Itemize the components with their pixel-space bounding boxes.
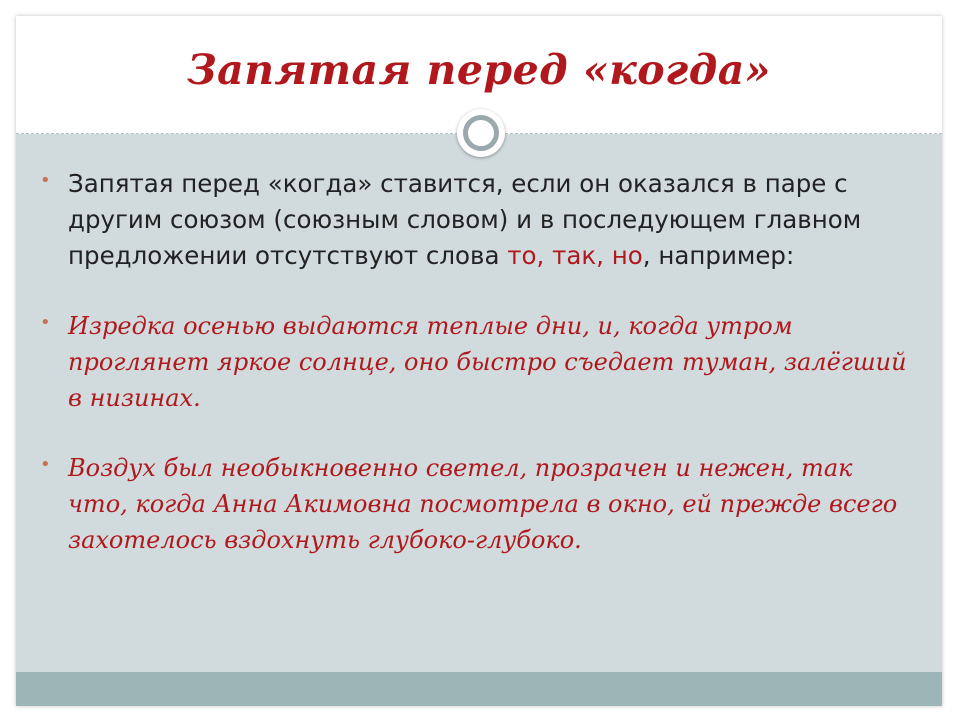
bullet-dot-icon: • bbox=[40, 170, 51, 191]
bullet-dot-icon: • bbox=[40, 312, 51, 333]
example-1-text: Изредка осенью выдаются теплые дни, и, когда утром проглянет яркое солнце, оно быстро съедает туман, залёгший в низинах. bbox=[68, 312, 907, 412]
bullet-example-2 bbox=[40, 450, 910, 558]
bullet-rule bbox=[40, 166, 910, 274]
slide-title: Запятая перед «когда» bbox=[187, 46, 771, 94]
example-2-text: Воздух был необыкновенно светел, прозрачен и нежен, так что, когда Анна Акимовна посмотрела в окно, ей прежде всего захотелось вздохнуть глубоко-глубоко. bbox=[68, 454, 898, 554]
ring-inner bbox=[463, 115, 499, 151]
slide bbox=[16, 16, 942, 706]
rule-text: Запятая перед «когда» ставится, если он оказался в паре с другим союзом (союзным словом) и в последующем главном предложении отсутствуют слова bbox=[68, 169, 862, 270]
bottom-bar bbox=[16, 672, 942, 706]
bullet-list bbox=[40, 166, 910, 558]
rule-highlight: то, так, но bbox=[507, 241, 643, 270]
ring-icon bbox=[457, 109, 505, 157]
bullet-example-1 bbox=[40, 308, 910, 416]
rule-text-end: , например: bbox=[642, 241, 795, 270]
bullet-dot-icon: • bbox=[40, 454, 51, 475]
